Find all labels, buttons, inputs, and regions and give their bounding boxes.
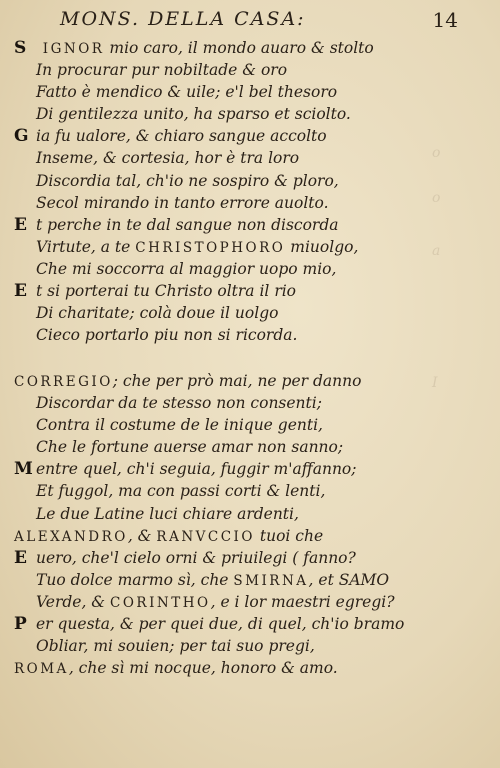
running-title: MONS. DELLA CASA: — [60, 8, 306, 30]
initial-letter: P — [14, 614, 27, 635]
initial-letter: E — [14, 547, 27, 568]
verse-text: Virtute, a te — [36, 237, 136, 256]
small-caps-name: ALEXANDRO — [14, 528, 128, 545]
initial-letter: E — [14, 214, 27, 235]
verse-text: Contra il costume de le inique genti, — [36, 416, 323, 435]
sonnet-2 — [14, 370, 484, 679]
verse-text: Secol mirando in tanto errore auolto. — [36, 193, 329, 212]
verse-line — [14, 103, 484, 125]
verse-line — [14, 370, 484, 392]
verse-line — [14, 81, 484, 103]
verse-text: Le due Latine luci chiare ardenti, — [36, 504, 299, 523]
verse-line — [14, 280, 484, 302]
verse-line — [14, 480, 484, 502]
verse-line — [14, 37, 484, 59]
verse-text: t si porterai tu Christo oltra il rio — [36, 282, 297, 301]
small-caps-name: RANVCCIO — [156, 528, 255, 545]
verse-line — [14, 170, 484, 192]
small-caps-name: CORINTHO — [110, 594, 211, 611]
verse-text: , che sì mi nocque, honoro & amo. — [68, 659, 338, 678]
verse-line — [14, 657, 484, 679]
verse-line — [14, 635, 484, 657]
bleed-through-mark: o — [432, 190, 441, 206]
initial-letter: S — [14, 38, 27, 58]
bleed-through-mark: I — [432, 375, 438, 391]
verse-text: tuoi che — [254, 526, 324, 545]
verse-line — [14, 214, 484, 236]
verse-text: ia fu ualore, & chiaro sangue accolto — [36, 127, 327, 146]
verse-line — [14, 236, 484, 258]
verse-line — [14, 302, 484, 324]
verse-text: Et fuggol, ma con passi corti & lenti, — [36, 482, 326, 501]
verse-text: , et SAMO — [308, 570, 390, 589]
verse-line — [14, 547, 484, 569]
verse-text: Che le fortune auerse amar non sanno; — [36, 438, 344, 457]
verse-text: In procurar pur nobiltade & oro — [36, 61, 288, 80]
sonnet-1 — [14, 37, 484, 346]
verse-line — [14, 591, 484, 613]
verse-text: er questa, & per quei due, di quel, ch'io bramo — [36, 615, 405, 634]
verse-line — [14, 503, 484, 525]
verse-text: t perche in te dal sangue non discorda — [36, 215, 339, 234]
bleed-through-mark: o — [432, 145, 441, 161]
verse-line — [14, 436, 484, 458]
verse-line — [14, 525, 484, 547]
verse-text: , & — [127, 526, 157, 545]
verse-line — [14, 569, 484, 591]
initial-letter: E — [14, 281, 27, 302]
initial-letter: M — [14, 459, 33, 480]
verse-text: Discordar da te stesso non consenti; — [36, 394, 322, 413]
verse-line — [14, 324, 484, 346]
verse-line — [14, 258, 484, 280]
verse-line — [14, 613, 484, 635]
verse-text: Che mi soccorra al maggior uopo mio, — [36, 259, 337, 278]
small-caps-name: ROMA — [14, 661, 69, 678]
verse-line — [14, 458, 484, 480]
verse-text: ; che per prò mai, ne per danno — [112, 372, 362, 390]
verse-line — [14, 125, 484, 147]
page-number: 14 — [432, 8, 458, 32]
verse-text: entre quel, ch'i seguia, fuggir m'affanno; — [36, 460, 357, 479]
verse-text: Discordia tal, ch'io ne sospiro & ploro, — [36, 171, 339, 190]
verse-text: Di gentilezza unito, ha sparso et sciolto. — [36, 105, 351, 124]
verse-text: Obliar, mi souien; per tai suo pregi, — [36, 637, 315, 656]
small-caps-name: SMIRNA — [233, 572, 309, 589]
initial-letter: G — [14, 126, 29, 147]
small-caps-name: CORREGIO — [14, 374, 113, 390]
verse-text: Di charitate; colà doue il uolgo — [36, 304, 279, 323]
verse-line — [14, 414, 484, 436]
verse-text: , e i lor maestri egregi? — [210, 592, 395, 611]
verse-line — [14, 192, 484, 214]
verse-line — [14, 392, 484, 414]
verse-text: miuolgo, — [285, 237, 359, 256]
verse-text: Inseme, & cortesia, hor è tra loro — [36, 149, 300, 168]
verse-line — [14, 147, 484, 169]
verse-text: uero, che'l cielo orni & priuilegi ( fanno? — [36, 548, 356, 567]
verse-line — [14, 59, 484, 81]
small-caps-word: IGNOR — [36, 41, 105, 57]
verse-text: Tuo dolce marmo sì, che — [36, 570, 234, 589]
verse-text: Cieco portarlo piu non si ricorda. — [36, 326, 298, 345]
bleed-through-mark: a — [432, 243, 441, 259]
verse-text: Fatto è mendico & uile; e'l bel thesoro — [36, 83, 338, 102]
small-caps-name: CHRISTOPHORO — [135, 239, 286, 256]
running-header — [60, 8, 470, 32]
verse-text: mio caro, il mondo auaro & stolto — [104, 39, 374, 57]
verse-text: Verde, & — [36, 592, 111, 611]
